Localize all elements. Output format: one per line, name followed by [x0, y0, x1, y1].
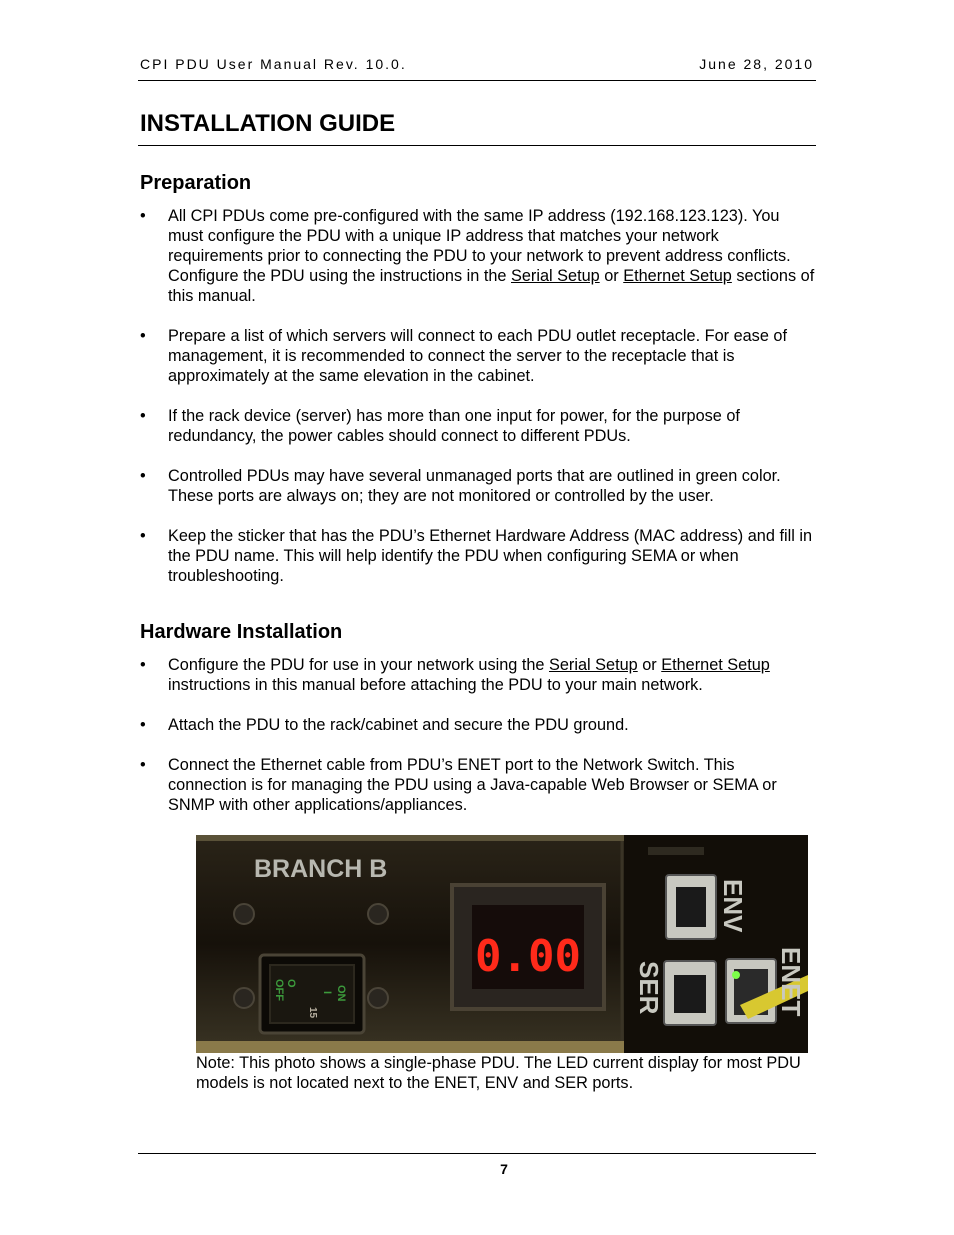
- list-item: [140, 655, 816, 695]
- bullet-text: or: [637, 656, 662, 674]
- header-rule: [138, 80, 816, 81]
- running-header: [140, 56, 814, 76]
- bullet-text: Keep the sticker that has the PDU’s Ethernet Hardware Address (MAC address) and fill in the PDU name. This will help identify the PDU when configuring SEMA or when troubleshooting.: [168, 527, 813, 585]
- branch-label: BRANCH B: [254, 855, 388, 883]
- screw-icon: [368, 904, 388, 924]
- bullet-text: sections of this manual.: [168, 267, 815, 305]
- title-rule: [138, 145, 816, 146]
- current-led-display: 0.00: [475, 931, 581, 982]
- bullet-dot: •: [140, 756, 146, 774]
- photo-caption: Note: This photo shows a single-phase PDU. The LED current display for most PDU models is not located next to the ENET, ENV and SER ports.: [196, 1054, 801, 1092]
- switch-off-symbol: O: [285, 979, 297, 988]
- list-item: [140, 206, 816, 306]
- ethernet-setup-link[interactable]: Ethernet Setup: [623, 267, 732, 285]
- screw-icon: [234, 988, 254, 1008]
- list-item: [140, 526, 816, 586]
- ser-port-label: SER: [634, 961, 664, 1015]
- preparation-heading: Preparation: [140, 172, 252, 194]
- serial-setup-link[interactable]: Serial Setup: [549, 656, 638, 674]
- list-item: [140, 715, 816, 735]
- list-item: [140, 466, 816, 506]
- bullet-text: Controlled PDUs may have several unmanaged ports that are outlined in green color. These ports are always on; they are not monitored or controlled by the user.: [168, 467, 781, 505]
- footer-rule: [138, 1153, 816, 1154]
- serial-setup-link[interactable]: Serial Setup: [511, 267, 600, 285]
- switch-on-label: ON: [335, 985, 347, 1002]
- hardware-heading: Hardware Installation: [140, 621, 343, 643]
- page-title: INSTALLATION GUIDE: [140, 110, 396, 137]
- bullet-dot: •: [140, 407, 146, 425]
- port-clip: [648, 847, 704, 855]
- env-port-label: ENV: [718, 879, 748, 933]
- bullet-dot: •: [140, 467, 146, 485]
- manual-date: June 28, 2010: [699, 56, 814, 72]
- ser-port-socket: [674, 975, 706, 1013]
- list-item: [140, 755, 816, 815]
- list-item: [140, 406, 816, 446]
- hardware-list: [140, 655, 816, 835]
- preparation-list: [140, 206, 816, 606]
- bullet-text: Attach the PDU to the rack/cabinet and secure the PDU ground.: [168, 716, 629, 734]
- list-item: [140, 326, 816, 386]
- bullet-dot: •: [140, 327, 146, 345]
- pdu-panel-photo: [196, 835, 808, 1053]
- enet-port-label: ENET: [776, 947, 806, 1017]
- screw-icon: [234, 904, 254, 924]
- bullet-text: Prepare a list of which servers will connect to each PDU outlet receptacle. For ease of management, it is recommended to connect the server to the receptacle that is approximately at the same elevation in the cabinet.: [168, 327, 787, 385]
- env-port-socket: [676, 887, 706, 927]
- manual-title: CPI PDU User Manual Rev. 10.0.: [140, 56, 407, 72]
- bullet-text: If the rack device (server) has more than one input for power, for the purpose of redundancy, the power cables should connect to different PDUs.: [168, 407, 740, 445]
- screw-icon: [368, 988, 388, 1008]
- ethernet-setup-link[interactable]: Ethernet Setup: [661, 656, 770, 674]
- pdu-panel-illustration: [196, 835, 808, 1053]
- switch-on-symbol: I: [321, 991, 333, 995]
- bullet-dot: •: [140, 527, 146, 545]
- bullet-dot: •: [140, 716, 146, 734]
- bullet-dot: •: [140, 207, 146, 225]
- bullet-text: instructions in this manual before attaching the PDU to your main network.: [168, 676, 703, 694]
- link-led-icon: [732, 971, 740, 979]
- bullet-text: or: [599, 267, 624, 285]
- bullet-text: Connect the Ethernet cable from PDU’s ENET port to the Network Switch. This connection is for managing the PDU using a Java-capable Web Browser or SEMA or SNMP with other applications/appliances.: [168, 756, 777, 814]
- switch-rating: 15: [307, 1007, 318, 1019]
- page-number: 7: [500, 1161, 508, 1177]
- bullet-text: All CPI PDUs come pre-configured with the same IP address (192.168.123.123). You must configure the PDU with a unique IP address that matches your network requirements prior to connecting the PDU to your network to prevent address conflicts. Configure the PDU using the instructions in the: [168, 207, 791, 285]
- bullet-text: Configure the PDU for use in your network using the: [168, 656, 549, 674]
- bullet-dot: •: [140, 656, 146, 674]
- switch-off-label: OFF: [273, 979, 285, 1001]
